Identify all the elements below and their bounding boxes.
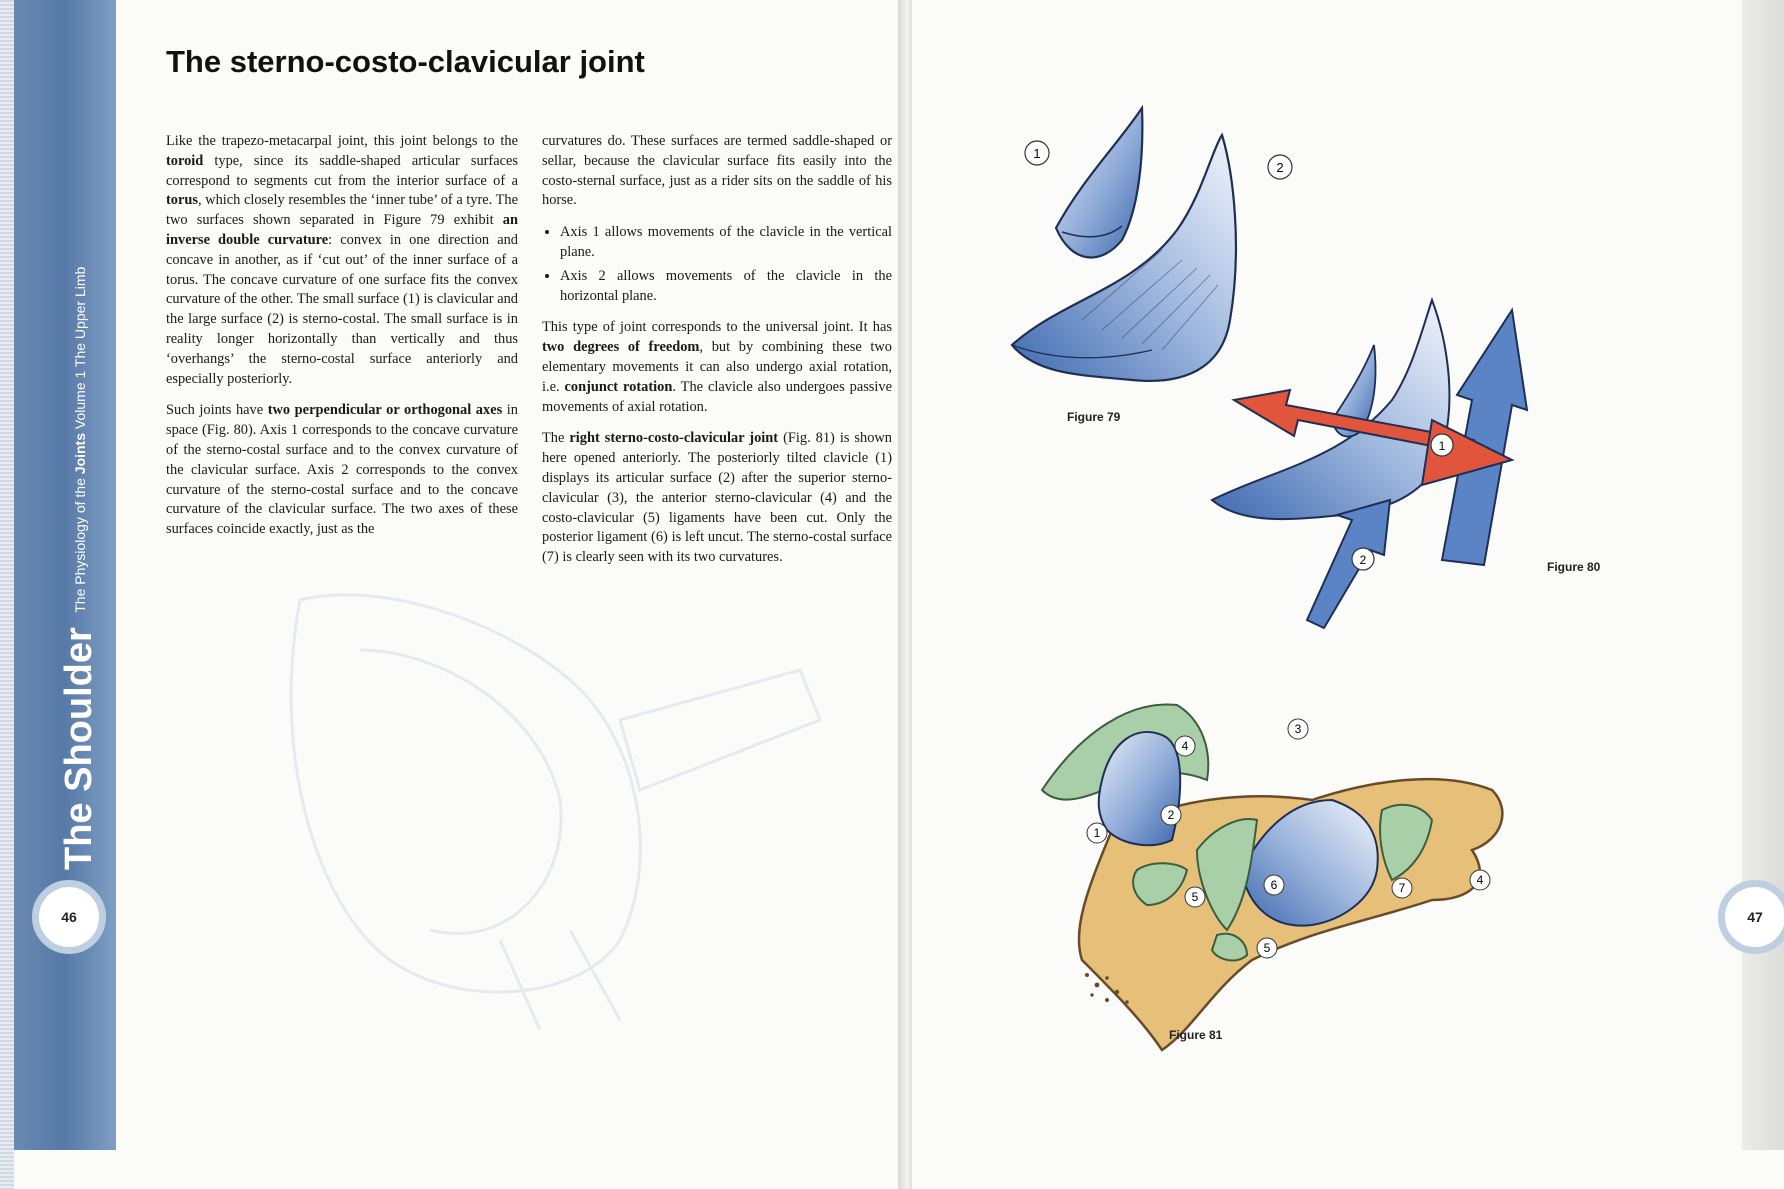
- svg-text:2: 2: [1359, 553, 1367, 567]
- axis-list: [542, 223, 892, 306]
- text-run: , which closely resembles the ‘inner tube’ of a tyre. The two surfaces shown separated in Figure 79 exhibit: [166, 192, 518, 229]
- paragraph-2: [166, 401, 518, 540]
- figure-81-label: [1175, 736, 1195, 756]
- figure-81-label: [1470, 870, 1490, 890]
- text-run: . The clavicle also undergoes passive movements of axial rotation.: [542, 378, 892, 415]
- svg-text:2: 2: [1276, 160, 1284, 175]
- svg-text:5: 5: [1263, 941, 1271, 955]
- figure-81-label: [1257, 938, 1277, 958]
- figure-80-label: [1431, 434, 1453, 456]
- figures-canvas: [912, 0, 1784, 1189]
- figure-81-label: [1161, 805, 1181, 825]
- spine-title: The Shoulder: [58, 627, 100, 870]
- svg-text:6: 6: [1270, 878, 1278, 892]
- page-number-right: 47: [1718, 880, 1784, 954]
- text-run: curvatures do. These surfaces are termed saddle-shaped or sellar, because the clavicular surface fits easily into the costo-sternal surface, just as a rider sits on the saddle of his horse.: [542, 133, 892, 209]
- show-through-figure: [240, 560, 860, 1040]
- text-run: Such joints have: [166, 402, 268, 419]
- svg-text:4: 4: [1476, 873, 1484, 887]
- figure-81-caption: Figure 81: [1169, 1028, 1223, 1042]
- text-run: : convex in one direction and concave in another, as if ‘cut out’ of the inner surface of a torus. The concave curvature of one surface fits the convex curvature of the other. The small surface (1) is clavicular and the large surface (2) is sterno-costal. The small surface is in reality longer horizontally than vertically and thus ‘overhangs’ the sterno-costal surface anteriorly and especially posteriorly.: [166, 231, 518, 387]
- paragraph-4: [542, 318, 892, 417]
- page-number-left: 46: [32, 880, 106, 954]
- list-item: • Axis 2 allows movements of the clavicle in the horizontal plane.: [560, 267, 892, 307]
- bold-term: toroid: [166, 152, 204, 169]
- text-run: Like the trapezo-metacarpal joint, this joint belongs to the: [166, 133, 518, 149]
- svg-text:3: 3: [1294, 722, 1302, 736]
- articular-surfaces: [1212, 300, 1449, 519]
- spine-subtitle-prefix: The Physiology of the: [71, 478, 88, 613]
- figure-81-label: [1288, 719, 1308, 739]
- figure-79-caption: Figure 79: [1067, 410, 1121, 424]
- bold-term: conjunct rotation: [564, 378, 673, 395]
- text-column-1: [166, 132, 518, 552]
- paragraph-1: [166, 132, 518, 389]
- svg-text:2: 2: [1167, 808, 1175, 822]
- text-run: This type of joint corresponds to the universal joint. It has: [542, 319, 892, 336]
- svg-text:7: 7: [1398, 881, 1406, 895]
- bold-term: an inverse double curvature: [166, 212, 518, 248]
- figure-81-label: [1087, 823, 1107, 843]
- page-edges: [0, 0, 14, 1189]
- figure-81-label: [1264, 875, 1284, 895]
- clavicular-surface: [1056, 108, 1142, 257]
- page-title: The sterno-costo-clavicular joint: [166, 44, 645, 79]
- text-column-2: [542, 132, 892, 580]
- paragraph-5: [542, 429, 892, 568]
- bold-term: two perpendicular or orthogonal axes: [267, 402, 503, 419]
- bold-term: two degrees of freedom: [542, 339, 700, 356]
- figure-80-caption: Figure 80: [1547, 560, 1601, 574]
- list-item: • Axis 1 allows movements of the clavicle in the vertical plane.: [560, 223, 892, 263]
- svg-text:1: 1: [1033, 146, 1041, 161]
- figure-80-label: [1352, 548, 1374, 570]
- spine-label: [58, 267, 101, 870]
- figure-79-label: [1268, 155, 1292, 179]
- figure-81-label: [1392, 878, 1412, 898]
- figure-81-label: [1185, 887, 1205, 907]
- bold-term: torus: [166, 192, 198, 209]
- figure-81: [1042, 704, 1502, 1050]
- text-run: , but by combining these two elementary movements it can also undergo axial rotation, i.e.: [542, 339, 892, 395]
- svg-text:1: 1: [1438, 439, 1446, 453]
- figure-80: [1212, 300, 1527, 628]
- svg-text:4: 4: [1181, 739, 1189, 753]
- axis-1-lower-arrow: [1307, 500, 1390, 628]
- spine-subtitle-bold: Joints: [71, 432, 88, 475]
- spine-subtitle-suffix: Volume 1 The Upper Limb: [71, 266, 88, 430]
- text-run: type, since its saddle-shaped articular surfaces correspond to segments cut from the interior surface of a: [166, 152, 518, 189]
- text-run: The: [542, 430, 570, 447]
- svg-text:1: 1: [1093, 826, 1101, 840]
- svg-text:5: 5: [1191, 890, 1199, 904]
- figure-79: [1012, 108, 1292, 381]
- bold-term: right sterno-costo-clavicular joint: [569, 430, 779, 447]
- paragraph-3: [542, 132, 892, 211]
- text-run: in space (Fig. 80). Axis 1 corresponds to the concave curvature of the sterno-costal surface and to the convex curvature of the clavicular surface. Axis 2 corresponds to the convex curvature of the sterno-costal surface and to the concave curvature of the clavicular surface. The two axes of these surfaces coincide exactly, just as the: [166, 402, 518, 538]
- spine-subtitle: [72, 267, 88, 613]
- text-run: (Fig. 81) is shown here opened anteriorly. The posteriorly tilted clavicle (1) displays its articular surface (2) after the superior sterno-clavicular (3), the anterior sterno-clavicular (4) and the costo-clavicular (5) ligaments have been cut. Only the posterior ligament (6) is left uncut. The sterno-costal surface (7) is clearly seen with its two curvatures.: [542, 430, 892, 566]
- figure-79-label: [1025, 141, 1049, 165]
